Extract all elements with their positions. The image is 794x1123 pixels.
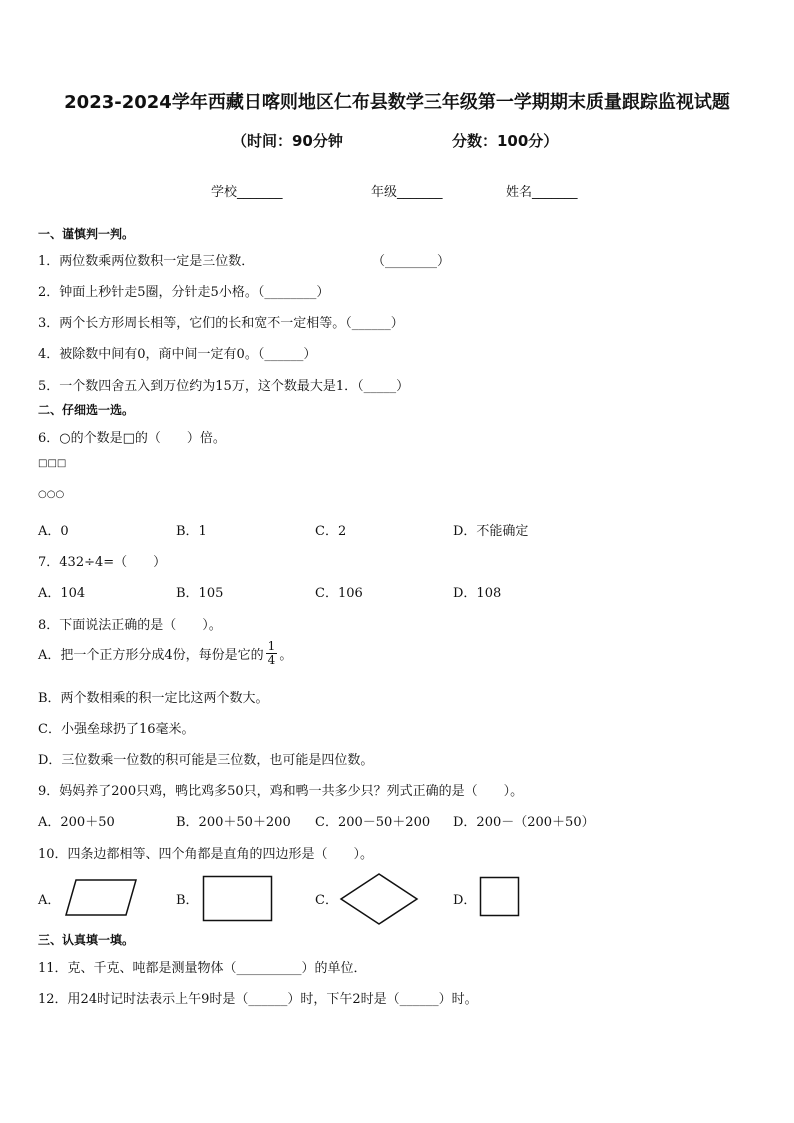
question-12: 12．用24时记时法表示上午9时是（______）时，下午2时是（______）时。	[38, 992, 478, 1007]
question-9: 9．妈妈养了200只鸡，鸭比鸡多50只，鸡和鸭一共多少只？列式正确的是（ ）。	[38, 784, 524, 799]
question-10-option-b: B．	[176, 893, 199, 908]
question-9-option-d: D．200－（200＋50）	[453, 815, 595, 830]
question-1-blank: （________）	[372, 254, 451, 269]
page-title: 2023-2024学年西藏日喀则地区仁布县数学三年级第一学期期末质量跟踪监视试题	[64, 92, 730, 113]
question-6-circles: ○○○	[38, 489, 65, 500]
section-heading-1: 一、谨慎判一判。	[38, 227, 135, 241]
question-7-option-d: D．108	[453, 586, 502, 601]
exam-time: （时间：90分钟	[232, 132, 343, 150]
question-8: 8．下面说法正确的是（ ）。	[38, 618, 222, 633]
school-field: 学校_______	[211, 185, 283, 200]
rectangle-shape	[202, 875, 274, 922]
question-7-option-a: A．104	[38, 586, 86, 601]
fraction-numerator: 1	[267, 639, 276, 653]
question-8-option-a	[38, 640, 292, 667]
question-10-option-c: C．	[315, 893, 338, 908]
question-7-option-b: B．105	[176, 586, 224, 601]
square-shape	[479, 876, 521, 917]
question-6-option-c: C．2	[315, 524, 347, 539]
question-8-option-d: D．三位数乘一位数的积可能是三位数，也可能是四位数。	[38, 753, 374, 768]
question-8-option-a-text: A．把一个正方形分成4份，每份是它的	[38, 648, 264, 663]
question-10-option-d: D．	[453, 893, 477, 908]
question-3: 3．两个长方形周长相等，它们的长和宽不一定相等。（______）	[38, 316, 404, 331]
question-6-option-b: B．1	[176, 524, 207, 539]
question-6-option-a: A．0	[38, 524, 69, 539]
question-8-option-b: B．两个数相乘的积一定比这两个数大。	[38, 691, 269, 706]
fraction-one-quarter	[266, 640, 278, 667]
question-1: 1．两位数乘两位数积一定是三位数．	[38, 254, 255, 269]
question-9-option-a: A．200＋50	[38, 815, 115, 830]
section-heading-2: 二、仔细选一选。	[38, 403, 135, 417]
question-7-option-c: C．106	[315, 586, 363, 601]
question-11: 11．克、千克、吨都是测量物体（__________）的单位．	[38, 961, 367, 976]
question-6-squares: □□□	[38, 458, 67, 469]
question-2: 2．钟面上秒针走5圈，分针走5小格。（________）	[38, 285, 330, 300]
question-6: 6．○的个数是□的（ ）倍。	[38, 431, 226, 446]
question-6-option-d: D．不能确定	[453, 524, 529, 539]
name-field: 姓名_______	[506, 185, 578, 200]
exam-score: 分数：100分）	[452, 132, 559, 150]
question-9-option-b: B．200＋50＋200	[176, 815, 291, 830]
question-10-option-a: A．	[38, 893, 61, 908]
question-9-option-c: C．200－50＋200	[315, 815, 431, 830]
question-8-option-c: C．小强垒球扔了16毫米。	[38, 722, 195, 737]
question-4: 4．被除数中间有0，商中间一定有0。（______）	[38, 347, 317, 362]
question-10: 10．四条边都相等、四个角都是直角的四边形是（ ）。	[38, 847, 374, 862]
grade-field: 年级_______	[371, 185, 443, 200]
section-heading-3: 三、认真填一填。	[38, 933, 135, 947]
rhombus-shape	[339, 872, 419, 926]
question-7: 7．432÷4=（ ）	[38, 555, 167, 570]
question-8-option-a-end: 。	[279, 648, 293, 663]
question-5: 5．一个数四舍五入到万位约为15万，这个数最大是1．（_____）	[38, 379, 410, 394]
fraction-denominator: 4	[267, 653, 276, 667]
parallelogram-shape	[64, 878, 138, 918]
